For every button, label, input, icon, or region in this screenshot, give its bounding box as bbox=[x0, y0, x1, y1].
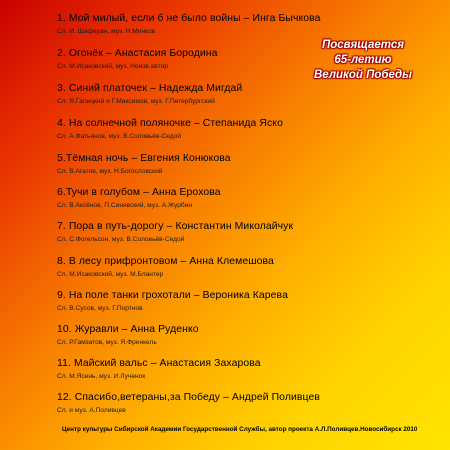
track-title: 5.Тёмная ночь – Евгения Конюкова bbox=[57, 153, 231, 164]
track-credits: Сл. М.Ясень, муз. И.Лученок bbox=[57, 373, 146, 380]
track-item bbox=[57, 392, 437, 415]
track-credits: Сл. В.Сусов, муз. Г.Портнов bbox=[57, 305, 143, 312]
track-credits: Сл. и муз. А.Поливцев bbox=[57, 407, 126, 414]
track-credits: Сл. В.Аксёнов, П.Синявский, муз. А.Журбин bbox=[57, 202, 192, 209]
track-title: 2. Огонёк – Анастасия Бородина bbox=[57, 48, 218, 59]
track-title: 8. В лесу прифронтовом – Анна Клемешова bbox=[57, 256, 274, 267]
track-title: 7. Пора в путь-дорогу – Константин Миколайчук bbox=[57, 221, 294, 232]
track-item bbox=[57, 13, 437, 36]
track-title: 1. Мой милый, если б не было войны – Инга Бычкова bbox=[57, 13, 321, 24]
track-credits: Сл. Я.Галицкий и Г.Максимов, муз. Г.Петербургский bbox=[57, 98, 215, 105]
track-credits: Сл. С.Фогельсон, муз. В.Соловьёв-Седой bbox=[57, 236, 185, 243]
track-title: 4. На солнечной поляночке – Степанида Яско bbox=[57, 118, 283, 129]
dedication bbox=[298, 38, 428, 83]
track-title: 12. Спасибо,ветераны,за Победу – Андрей Поливцев bbox=[57, 392, 320, 403]
track-title: 6.Тучи в голубом – Анна Ерохова bbox=[57, 187, 221, 198]
track-item bbox=[57, 153, 437, 176]
dedication-line: Посвящается bbox=[321, 39, 405, 51]
track-item bbox=[57, 118, 437, 141]
track-item bbox=[57, 290, 437, 313]
track-title: 11. Майский вальс – Анастасия Захарова bbox=[57, 358, 261, 369]
track-item bbox=[57, 83, 437, 106]
track-item bbox=[57, 256, 437, 279]
footer-credits: Центр культуры Сибирской Академии Государственной Службы, автор проекта А.Л.Поливцев.Новосибирск 2010 bbox=[62, 426, 418, 433]
track-credits: Сл. И. Шаферан, муз. Н.Минков bbox=[57, 28, 156, 35]
track-credits: Сл. В.Агатов, муз. Н.Богословский bbox=[57, 168, 163, 175]
track-title: 3. Синий платочек – Надежда Мигдай bbox=[57, 83, 243, 94]
track-item bbox=[57, 358, 437, 381]
track-title: 9. На поле танки грохотали – Вероника Карева bbox=[57, 290, 288, 301]
track-credits: Сл. Р.Гамзатов, муз. Я.Френкель bbox=[57, 339, 157, 346]
track-item bbox=[57, 221, 437, 244]
track-title: 10. Журавли – Анна Руденко bbox=[57, 324, 199, 335]
track-item bbox=[57, 187, 437, 210]
track-credits: Сл. А.Фатьянов, муз. В.Соловьёв-Седой bbox=[57, 133, 182, 140]
track-item bbox=[57, 324, 437, 347]
track-credits: Сл. М.Исаковский, муз. Неизв.автор bbox=[57, 63, 168, 70]
dedication-line: 65-летию bbox=[334, 54, 392, 66]
track-credits: Сл. М.Исаковский, муз. М.Блантер bbox=[57, 271, 164, 278]
dedication-line: Великой Победы bbox=[314, 69, 412, 81]
